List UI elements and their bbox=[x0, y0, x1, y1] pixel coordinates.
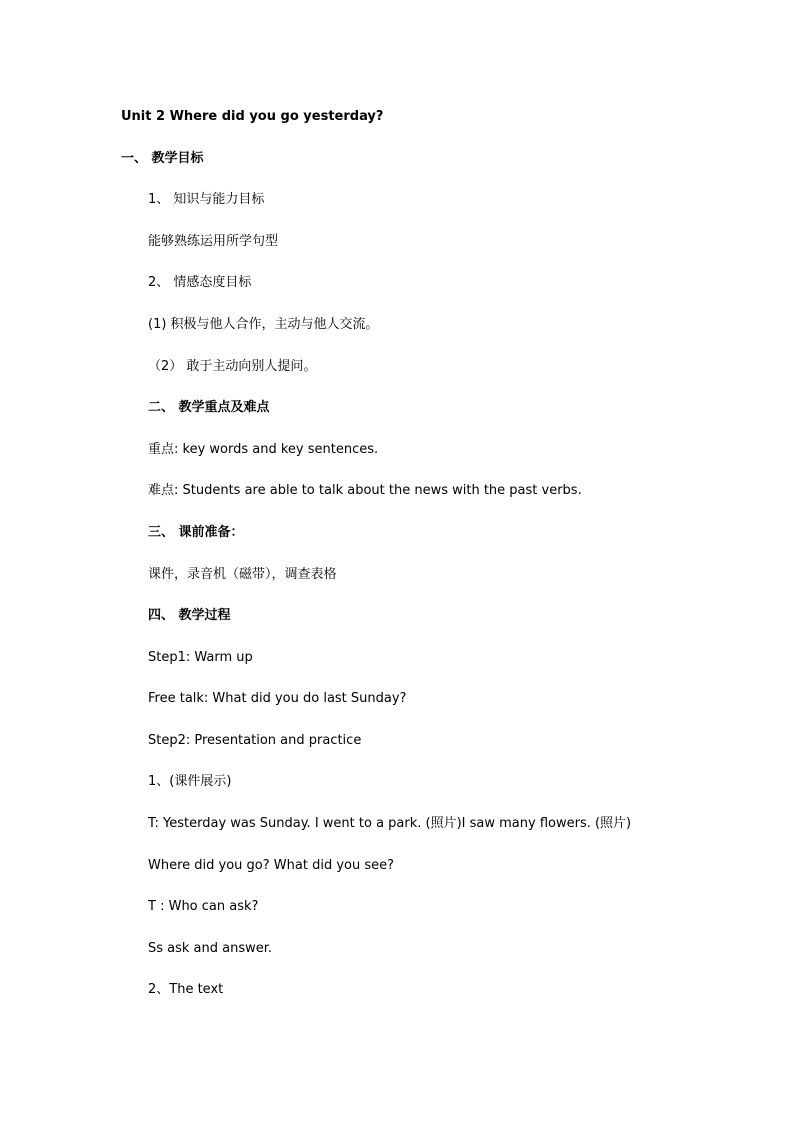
students-text: Ss ask and answer. bbox=[148, 941, 273, 956]
section-heading-key-points: 二、 教学重点及难点 bbox=[148, 400, 270, 415]
objective-2-point-1: (1) 积极与他人合作，主动与他人交流。 bbox=[148, 317, 379, 332]
preparation-text: 课件，录音机（磁带），调查表格 bbox=[148, 567, 337, 582]
step-1-text: Step1: Warm up bbox=[148, 650, 253, 665]
step-2-text: Step2: Presentation and practice bbox=[148, 733, 362, 748]
difficult-point-text: 难点: Students are able to talk about the news with the past verbs. bbox=[148, 483, 582, 498]
sub-step-2-text: 2、The text bbox=[148, 982, 224, 997]
sub-step-1-text: 1、(课件展示) bbox=[148, 774, 232, 789]
key-point-text: 重点: key words and key sentences. bbox=[148, 442, 379, 457]
question-text: Where did you go? What did you see? bbox=[148, 858, 395, 873]
objective-2-point-2: （2） 敢于主动向别人提问。 bbox=[148, 359, 317, 374]
free-talk-text: Free talk: What did you do last Sunday? bbox=[148, 691, 407, 706]
teacher-line-1: T: Yesterday was Sunday. I went to a park. (照片)I saw many flowers. (照片) bbox=[148, 816, 632, 831]
section-heading-preparation: 三、 课前准备： bbox=[148, 525, 244, 540]
document-title: Unit 2 Where did you go yesterday? bbox=[121, 109, 384, 124]
section-heading-process: 四、 教学过程 bbox=[148, 608, 231, 623]
objective-1-text: 能够熟练运用所学句型 bbox=[148, 234, 279, 249]
objective-2-heading: 2、 情感态度目标 bbox=[148, 275, 252, 290]
teacher-line-2: T : Who can ask? bbox=[148, 899, 259, 914]
objective-1-heading: 1、 知识与能力目标 bbox=[148, 192, 265, 207]
section-heading-objectives: 一、 教学目标 bbox=[121, 151, 204, 166]
